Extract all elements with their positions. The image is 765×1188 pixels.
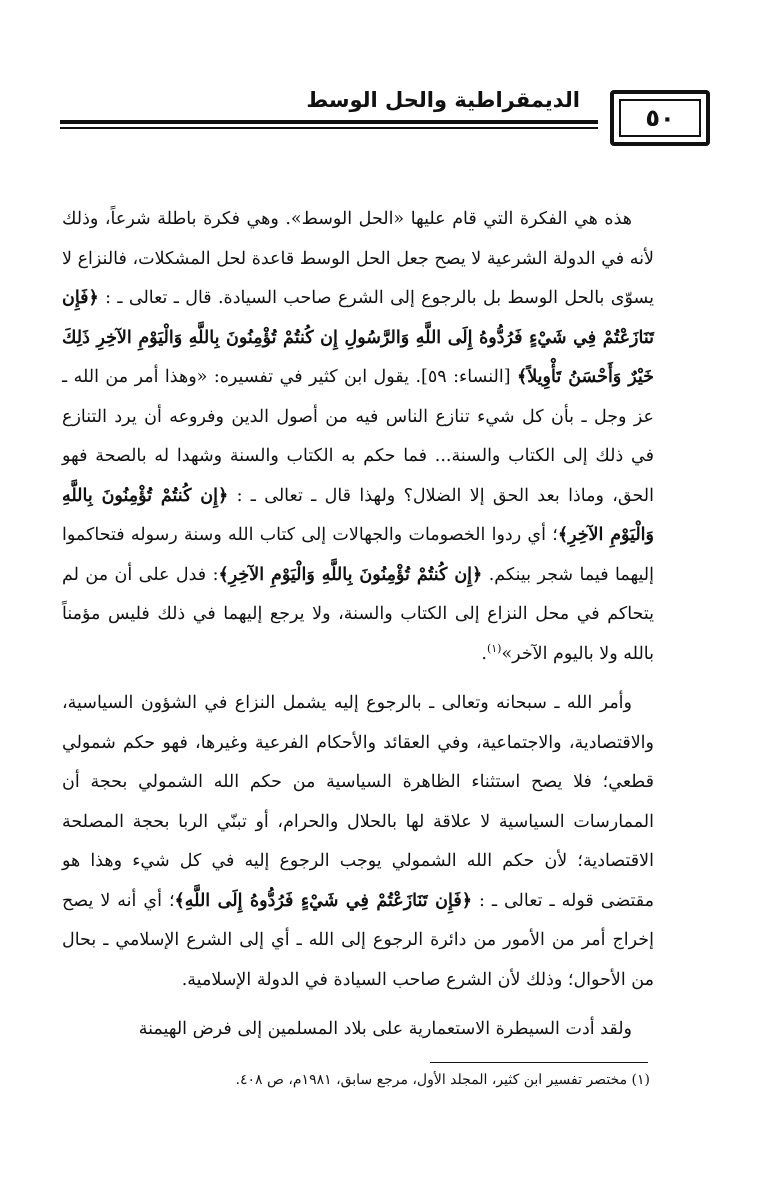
- footnote-reference: (١): [486, 641, 502, 655]
- quran-verse: ﴿إِن كُنتُمْ تُؤْمِنُونَ بِاللَّهِ وَالْيَوْمِ الآخِرِ﴾: [62, 485, 654, 545]
- page-header: [60, 84, 710, 148]
- running-title: الديمقراطية والحل الوسط: [306, 88, 580, 112]
- quran-verse: ﴿فَإِن تَنَازَعْتُمْ فِي شَيْءٍ فَرُدُّوهُ إِلَى اللَّهِ﴾: [174, 890, 472, 911]
- page-number: ٥٠: [619, 99, 701, 137]
- paragraph-text: وأمر الله ـ سبحانه وتعالى ـ بالرجوع إليه يشمل النزاع في الشؤون السياسية، والاقتصادية، والاجتماعية، وفي العقائد والأحكام الفرعية وغيرها، فهو حكم شمولي قطعي؛ فلا يصح استثناء الظاهرة السياسية من حكم الله الشمولي بحجة أن الممارسات السياسية لا علاقة لها بالحلال والحرام، أو تبنّي الربا بحجة المصلحة الاقتصادية؛ لأن حكم الله الشمولي يوجب الرجوع إليه في كل شيء وهذا هو مقتضى قوله ـ تعالى ـ :: [62, 693, 655, 911]
- paragraph-text: ؛ أي ردوا الخصومات والجهالات إلى كتاب الله وسنة رسوله فتحاكموا إليهما فيما شجر بينكم.: [62, 525, 654, 585]
- quran-verse: ﴿فَإِن تَنَازَعْتُمْ فِي شَيْءٍ فَرُدُّوهُ إِلَى اللَّهِ وَالرَّسُولِ إِن كُنتُمْ تُؤْمِنُونَ بِاللَّهِ وَالْيَوْمِ الآخِرِ ذَلِكَ خَيْرٌ وَأَحْسَنُ تَأْوِيلاً﴾: [62, 288, 655, 387]
- footnote: (١) مختصر تفسير ابن كثير، المجلد الأول، مرجع سابق، ١٩٨١م، ص ٤٠٨.: [235, 1072, 650, 1088]
- paragraph-text: ؛ أي أنه لا يصح إخراج أمر من الأمور من دائرة الرجوع إلى الله ـ أي إلى الشرع الإسلامي ـ بحال من الأحوال؛ وذلك لأن الشرع صاحب السيادة في الدولة الإسلامية.: [62, 890, 654, 990]
- paragraph: [62, 200, 654, 674]
- paragraph: [62, 1010, 654, 1050]
- paragraph: [62, 684, 654, 1000]
- paragraph-text: : فدل على أن من لم يتحاكم في محل النزاع إلى الكتاب والسنة، ولا يرجع إليهما في ذلك فليس مؤمناً بالله ولا باليوم الآخر»: [62, 564, 654, 664]
- paragraph-text: [النساء: ٥٩]. يقول ابن كثير في تفسيره: «وهذا أمر من الله ـ عز وجل ـ بأن كل شيء تنازع الناس فيه من أصول الدين وفروعه أن يرد التنازع في ذلك إلى الكتاب والسنة... فما حكم به الكتاب والسنة وشهدا له بالصحة فهو الحق، وماذا بعد الحق إلا الضلال؟ ولهذا قال ـ تعالى ـ :: [62, 367, 654, 506]
- footnote-rule: [430, 1062, 648, 1063]
- paragraph-text: هذه هي الفكرة التي قام عليها «الحل الوسط». وهي فكرة باطلة شرعاً، وذلك لأنه في الدولة الشرعية لا يصح جعل الحل الوسط قاعدة لحل المشكلات، فالنزاع لا يسوّى بالحل الوسط بل بالرجوع إلى الشرع صاحب السيادة. قال ـ تعالى ـ :: [62, 209, 654, 308]
- body-text: [62, 200, 654, 1050]
- quran-verse: ﴿إِن كُنتُمْ تُؤْمِنُونَ بِاللَّهِ وَالْيَوْمِ الآخِرِ﴾: [218, 564, 483, 585]
- header-rule-thin: [60, 127, 598, 129]
- paragraph-text: .: [481, 643, 487, 664]
- page-number-box: [610, 90, 710, 146]
- paragraph-text: ولقد أدت السيطرة الاستعمارية على بلاد المسلمين إلى فرض الهيمنة: [138, 1019, 632, 1039]
- header-rule-thick: [60, 120, 598, 124]
